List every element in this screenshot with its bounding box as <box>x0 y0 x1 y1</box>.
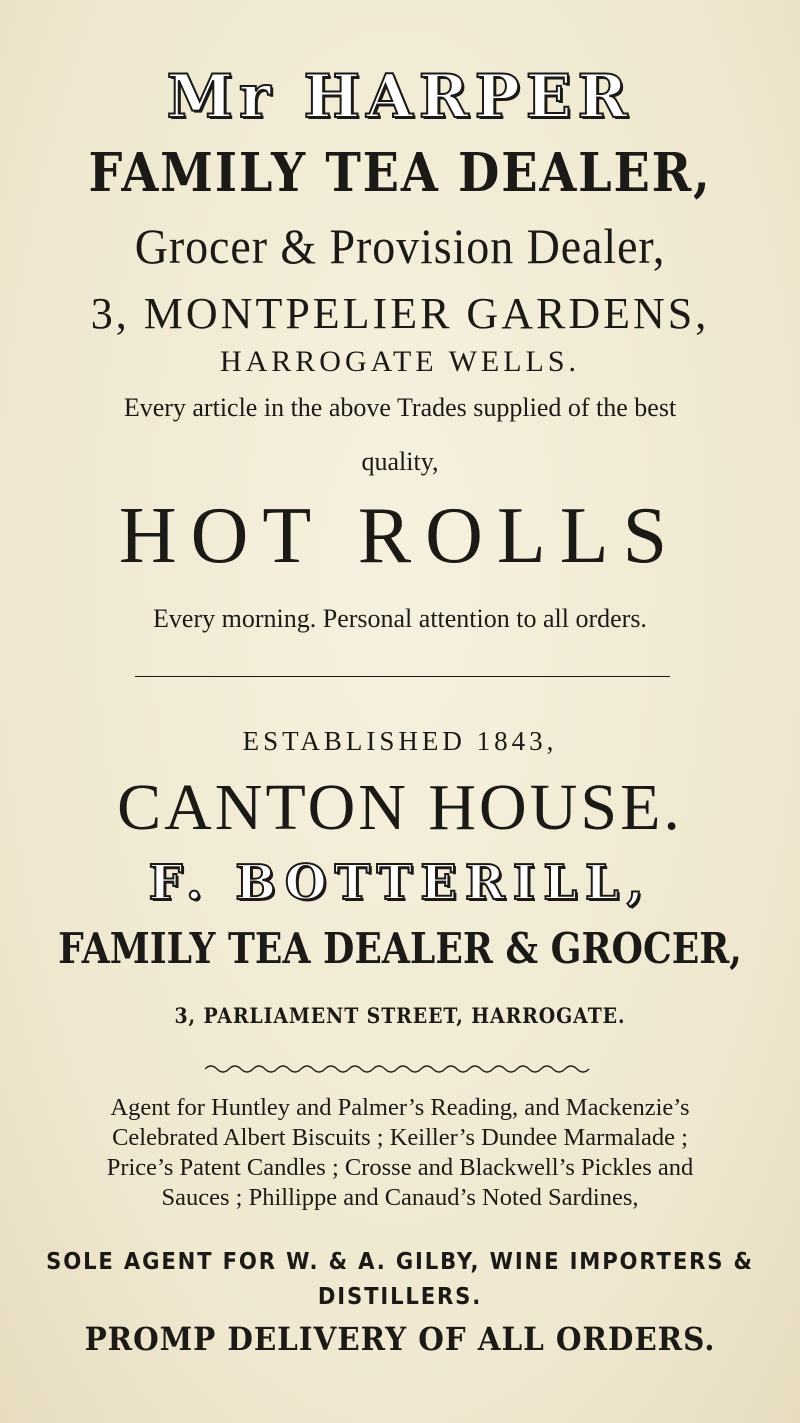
proprietor-name-harper: Mr HARPER <box>166 62 634 132</box>
delivery-line: PROMP DELIVERY OF ALL ORDERS. <box>84 1320 716 1358</box>
hot-rolls-heading: HOT ROLLS <box>118 492 682 580</box>
section-divider <box>135 676 670 677</box>
sole-agent-line-1: SOLE AGENT FOR W. & A. GILBY, WINE IMPORTERS & <box>46 1249 754 1275</box>
canton-house-heading: CANTON HOUSE. <box>117 771 683 844</box>
morning-line: Every morning. Personal attention to all orders. <box>153 604 647 633</box>
sole-agent-line-2: DISTILLERS. <box>317 1284 483 1310</box>
agency-line: Sauces ; Phillippe and Canaud’s Noted Sardines, <box>161 1184 639 1211</box>
article-line-2: quality, <box>361 447 439 476</box>
established-line: ESTABLISHED 1843, <box>242 726 558 756</box>
address-parliament-street: 3, PARLIAMENT STREET, HARROGATE. <box>174 1003 626 1028</box>
article-line-1: Every article in the above Trades supplied of the best <box>123 393 677 422</box>
address-montpelier: 3, MONTPELIER GARDENS, <box>90 289 710 338</box>
agency-line: Price’s Patent Candles ; Crosse and Blackwell’s Pickles and <box>106 1154 694 1181</box>
trade-heading-2: FAMILY TEA DEALER & GROCER, <box>58 924 742 973</box>
trade-subheading: Grocer & Provision Dealer, <box>134 218 666 274</box>
trade-heading-1: FAMILY TEA DEALER, <box>88 142 712 204</box>
agency-line: Agent for Huntley and Palmer’s Reading, and Mackenzie’s <box>110 1094 690 1121</box>
ornamental-squiggle-divider <box>205 1062 595 1076</box>
agency-paragraph <box>40 1093 760 1213</box>
agency-line: Celebrated Albert Biscuits ; Keiller’s Dundee Marmalade ; <box>112 1124 688 1151</box>
proprietor-name-botterill: F. BOTTERILL, <box>148 855 652 911</box>
town-harrogate-wells: HARROGATE WELLS. <box>219 345 581 378</box>
